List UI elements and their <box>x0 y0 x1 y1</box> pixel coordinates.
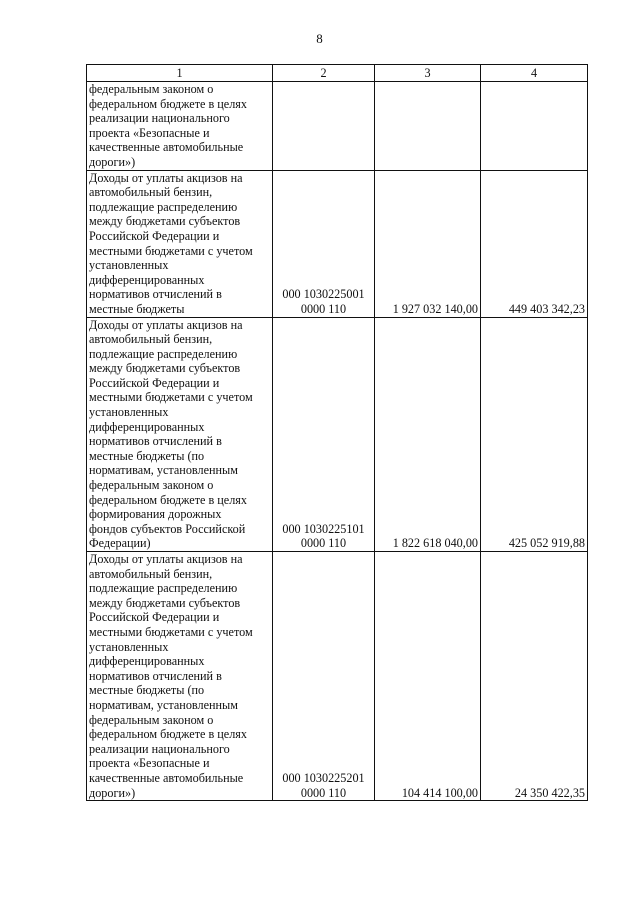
row-code: 000 1030225001 0000 110 <box>273 170 375 317</box>
row-description: Доходы от уплаты акцизов на автомобильный бензин, подлежащие распределению между бюджетами субъектов Российской Федерации и местными бюджетами с учетом установленных дифференцированных нормативов отчислений в местные бюджеты (по нормативам, установленным федеральным законом о федеральном бюджете в целях формирования дорожных фондов субъектов Российской Федерации) <box>87 317 273 552</box>
row-code: 000 1030225101 0000 110 <box>273 317 375 552</box>
row-code: 000 1030225201 0000 110 <box>273 552 375 801</box>
row-value-col3: 104 414 100,00 <box>375 552 481 801</box>
page-number: 8 <box>316 31 323 46</box>
column-header-2: 2 <box>273 65 375 82</box>
row-value-col4: 24 350 422,35 <box>481 552 588 801</box>
row-value-col3: 1 927 032 140,00 <box>375 170 481 317</box>
table-row <box>87 317 588 552</box>
column-header-1: 1 <box>87 65 273 82</box>
row-code <box>273 82 375 171</box>
row-description: Доходы от уплаты акцизов на автомобильный бензин, подлежащие распределению между бюджетами субъектов Российской Федерации и местными бюджетами с учетом установленных дифференцированных нормативов отчислений в местные бюджеты (по нормативам, установленным федеральным законом о федеральном бюджете в целях реализации национального проекта «Безопасные и качественные автомобильные дороги») <box>87 552 273 801</box>
row-value-col4 <box>481 82 588 171</box>
table-row <box>87 552 588 801</box>
row-value-col4: 425 052 919,88 <box>481 317 588 552</box>
row-description: Доходы от уплаты акцизов на автомобильный бензин, подлежащие распределению между бюджетами субъектов Российской Федерации и местными бюджетами с учетом установленных дифференцированных нормативов отчислений в местные бюджеты <box>87 170 273 317</box>
row-value-col3: 1 822 618 040,00 <box>375 317 481 552</box>
row-value-col4: 449 403 342,23 <box>481 170 588 317</box>
budget-table <box>86 64 588 801</box>
row-description: федеральным законом о федеральном бюджете в целях реализации национального проекта «Безопасные и качественные автомобильные дороги») <box>87 82 273 171</box>
table-row <box>87 170 588 317</box>
column-header-3: 3 <box>375 65 481 82</box>
table-row <box>87 82 588 171</box>
column-header-4: 4 <box>481 65 588 82</box>
row-value-col3 <box>375 82 481 171</box>
table-header-row <box>87 65 588 82</box>
